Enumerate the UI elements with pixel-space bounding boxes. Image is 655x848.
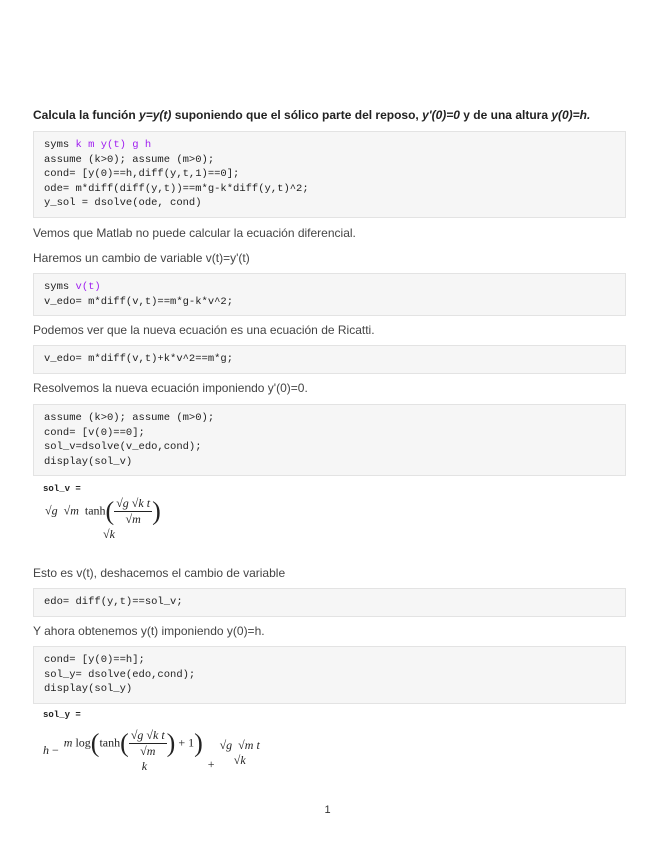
code-line: sol_v=dsolve(v_edo,cond);: [44, 441, 202, 453]
code-line: cond= [y(0)==h];: [44, 654, 145, 666]
code-block-1[interactable]: [33, 131, 626, 218]
paragraph: Esto es v(t), deshacemos el cambio de variable: [33, 566, 286, 580]
sol-y-second-term: √g √m t √k: [219, 737, 260, 767]
code-line: syms k m y(t) g h: [44, 139, 152, 151]
code-line: syms v(t): [44, 281, 101, 293]
code-line: display(sol_y): [44, 683, 133, 695]
code-line: edo= diff(y,t)==sol_v;: [44, 596, 183, 608]
code-block-4[interactable]: [33, 404, 626, 476]
code-block-2[interactable]: [33, 273, 626, 316]
sol-v-expression: [43, 496, 163, 542]
code-line: y_sol = dsolve(ode, cond): [44, 197, 202, 209]
paragraph: Resolvemos la nueva ecuación imponiendo y'(0)=0.: [33, 381, 308, 395]
code-line: v_edo= m*diff(v,t)==m*g-k*v^2;: [44, 295, 234, 308]
sol-y-expression: h − m log(tanh( $\frac{\text{√g √k t}}{√m}$ ) + 1) k + √g √m t √k: [43, 728, 260, 773]
paragraph: Vemos que Matlab no puede calcular la ecuación diferencial.: [33, 226, 356, 240]
code-line: v_edo= m*diff(v,t)+k*v^2==m*g;: [44, 353, 234, 365]
paragraph: Haremos un cambio de variable v(t)=y'(t): [33, 251, 250, 265]
statement-condition: y'(0)=0: [422, 108, 460, 122]
paragraph: Podemos ver que la nueva ecuación es una ecuación de Ricatti.: [33, 323, 375, 337]
page-number: 1: [324, 804, 331, 816]
code-block-5[interactable]: [33, 588, 626, 617]
code-line: ode= m*diff(diff(y,t))==m*g-k*diff(y,t)^2;: [44, 182, 309, 195]
code-block-3[interactable]: [33, 345, 626, 374]
paragraph: Y ahora obtenemos y(t) imponiendo y(0)=h.: [33, 624, 265, 638]
statement-function: y=y(t): [139, 108, 172, 122]
output-label: sol_v =: [43, 484, 81, 494]
code-line: assume (k>0); assume (m>0);: [44, 412, 215, 424]
statement-text: suponiendo que el sólico parte del reposo,: [171, 108, 423, 122]
problem-statement: [33, 108, 626, 122]
code-line: display(sol_v): [44, 455, 133, 468]
code-line: sol_y= dsolve(edo,cond);: [44, 668, 196, 681]
code-line: assume (k>0); assume (m>0);: [44, 153, 215, 166]
output-label: sol_y =: [43, 710, 81, 720]
statement-condition: y(0)=h.: [551, 108, 591, 122]
code-line: cond= [y(0)==h,diff(y,t,1)==0];: [44, 168, 240, 180]
statement-text: Calcula la función: [33, 108, 140, 122]
sol-y-fraction: m log(tanh( $\frac{\text{√g √k t}}{√m}$ ) + 1) k: [63, 728, 203, 773]
code-line: cond= [v(0)==0];: [44, 426, 145, 439]
code-block-6[interactable]: [33, 646, 626, 704]
statement-text: y de una altura: [459, 108, 552, 122]
sol-v-fraction: √g √m tanh( $\frac{\text{√g √k t}}{√m}$ ) √k: [45, 496, 161, 541]
